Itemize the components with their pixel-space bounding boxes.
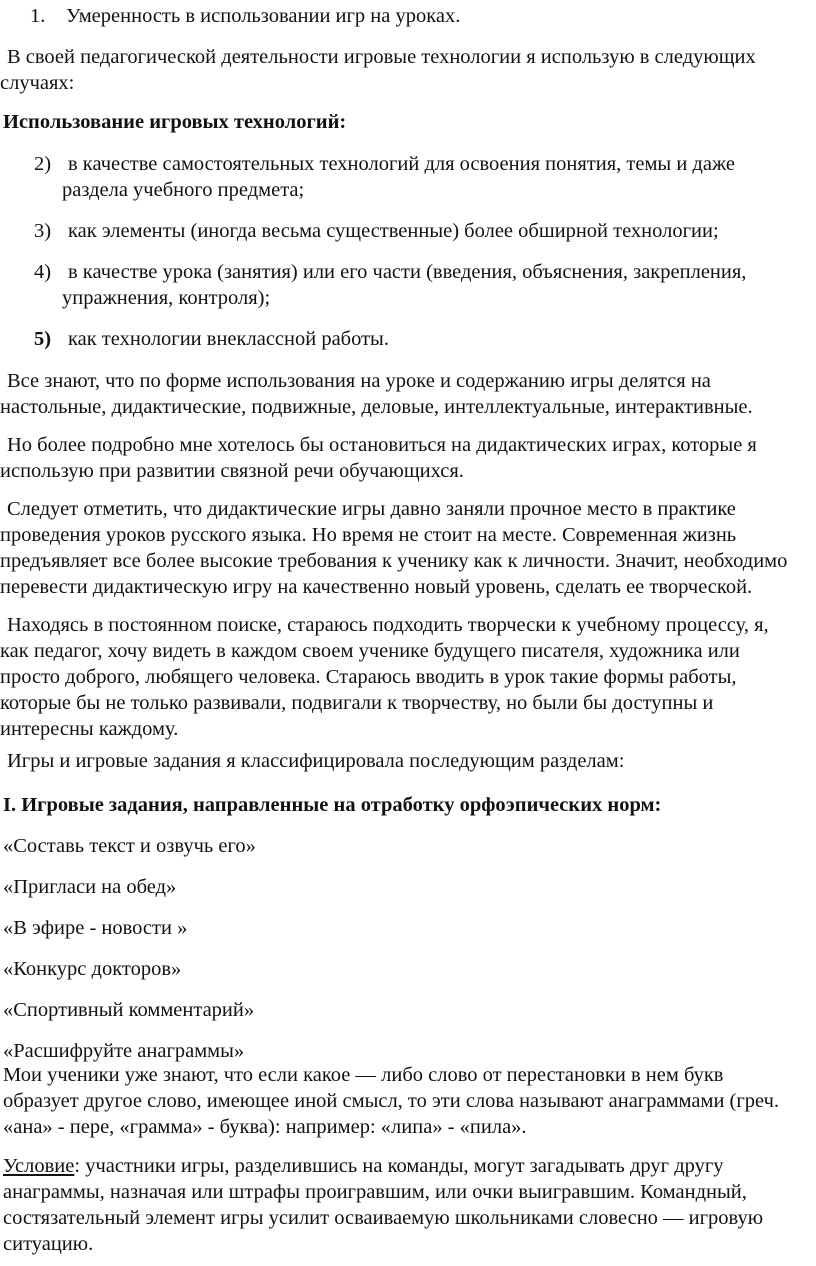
game-item: «Расшифруйте анаграммы» [3,1040,245,1062]
condition-text: : участники игры, разделившись на команды, могут загадывать друг другу анаграммы, назначая или штрафы проигравшим, или очки выигравшим. Командный, состязательный элемент игры усилит осваиваемую школьниками словесно — игровую ситуацию. [3,1155,764,1255]
list-item-number: 4) [34,261,52,283]
heading-section-1: I. Игровые задания, направленные на отработку орфоэпических норм: [3,794,662,816]
list-item-text-cont: упражнения, контроля); [62,287,271,309]
list-item-text: в качестве урока (занятия) или его части (введения, объяснения, закрепления, [68,261,747,283]
paragraph-didactic: Но более подробно мне хотелось бы остановиться на дидактических играх, которые я использую при развитии связной речи обучающихся. [0,434,757,482]
paragraph-cases: В своей педагогической деятельности игровые технологии я использую в следующих случаях: [0,46,756,94]
list-item-text-cont: раздела учебного предмета; [62,179,305,201]
paragraph-place: Следует отметить, что дидактические игры давно заняли прочное место в практике проведения уроков русского языка. Но время не стоит на месте. Современная жизнь предъявляет все более высокие требования к ученику как к личности. Значит, необходимо перевести дидактическую игру на качественно новый уровень, сделать ее творческой. [0,498,788,598]
list-item-number: 5) [34,328,52,350]
intro-item-text: Умеренность в использовании игр на уроках. [66,5,461,27]
list-item-text: как элементы (иногда весьма существенные) более обширной технологии; [68,220,719,242]
game-item: «Конкурс докторов» [3,958,182,980]
list-item-text: в качестве самостоятельных технологий для освоения понятия, темы и даже [68,153,735,175]
game-item: «Пригласи на обед» [3,876,177,898]
paragraph-anagram: Мои ученики уже знают, что если какое — либо слово от перестановки в нем букв образует другое слово, имеющее иной смысл, то эти слова называют анаграммами (греч. «ана» - пере, «грамма» - буква): например: «липа» - «пила». [3,1064,780,1138]
paragraph-classified: Игры и игровые задания я классифицировала последующим разделам: [7,750,625,772]
condition-label: Условие [3,1155,75,1177]
paragraph-condition [3,1153,800,1257]
heading-usage: Использование игровых технологий: [3,111,347,133]
game-item: «Спортивный комментарий» [3,999,255,1021]
paragraph-forms: Все знают, что по форме использования на уроке и содержанию игры делятся на настольные, дидактические, подвижные, деловые, интеллектуальные, интерактивные. [0,370,753,418]
game-item: «Составь текст и озвучь его» [3,835,256,857]
paragraph-search: Находясь в постоянном поиске, стараюсь подходить творчески к учебному процессу, я, как педагог, хочу видеть в каждом своем ученике будущего писателя, художника или просто доброго, любящего человека. Стараюсь вводить в урок такие формы работы, которые бы не только развивали, подвигали к творчеству, но были бы доступны и интересны каждому. [0,614,769,740]
list-item-text: как технологии внеклассной работы. [68,328,389,350]
list-item-number: 2) [34,153,52,175]
game-item: «В эфире - новости » [3,917,188,939]
intro-item-number: 1. [30,5,46,27]
list-item-number: 3) [34,220,52,242]
